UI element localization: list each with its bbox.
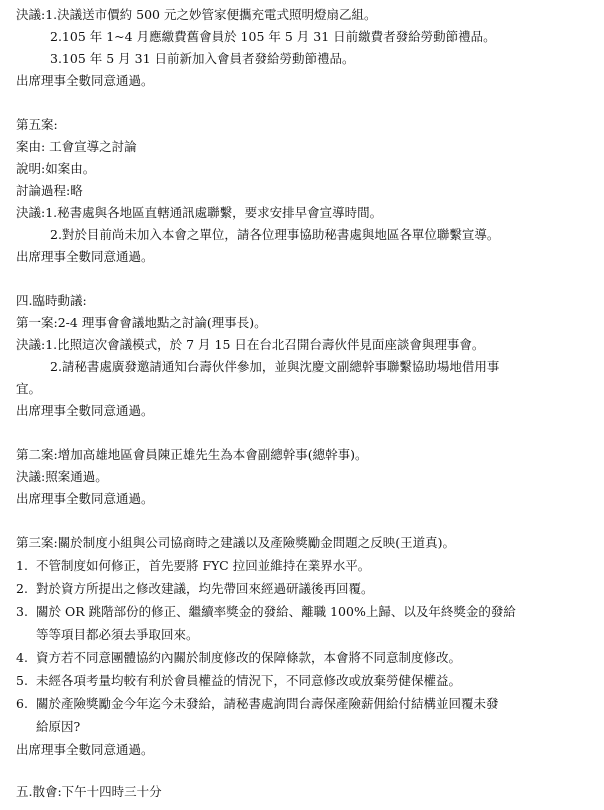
motion-3-item-6-cont: 給原因? [36,719,81,734]
motion-1-approval: 出席理事全數同意通過。 [16,403,154,418]
case-5-discussion: 討論過程:略 [16,183,83,198]
motion-3-item-1: 1. 不管制度如何修正，首先要將 FYC 拉回並維持在業界水平。 [16,558,371,573]
motion-3-item-2: 2. 對於資方所提出之修改建議，均先帶回來經過研議後再回覆。 [16,581,374,596]
motion-2-resolution: 決議:照案通過。 [16,469,108,484]
approval-line: 出席理事全數同意通過。 [16,73,154,88]
motion-3-approval: 出席理事全數同意通過。 [16,742,154,757]
case-5-title: 第五案: [16,117,58,132]
case-5-approval: 出席理事全數同意通過。 [16,249,154,264]
motion-3-item-4: 4. 資方若不同意團體協約內關於制度修改的保障條款，本會將不同意制度修改。 [16,650,462,665]
resolution-line-1: 決議:1.決議送市價約 500 元之妙管家便攜充電式照明燈扇乙組。 [16,7,377,22]
motion-2-approval: 出席理事全數同意通過。 [16,491,154,506]
resolution-line-3: 3.105 年 5 月 31 日前新加入會員者發給勞動節禮品。 [50,51,355,66]
section-4-title: 四.臨時動議: [16,293,87,308]
motion-1-title: 第一案:2-4 理事會會議地點之討論(理事長)。 [16,315,267,330]
case-5-resolution-2: 2.對於目前尚未加入本會之單位，請各位理事協助秘書處與地區各單位聯繫宣導。 [50,227,500,242]
motion-1-resolution-2: 2.請秘書處廣發邀請通知台壽伙伴參加，並與沈慶文副總幹事聯繫協助場地借用事 [50,359,500,374]
motion-1-resolution-2-cont: 宜。 [16,381,42,396]
adjournment-line: 五.散會:下午十四時三十分 [16,784,162,799]
motion-3-item-3-cont: 等等項目都必須去爭取回來。 [36,627,199,642]
case-5-subject: 案由: 工會宣導之討論 [16,139,137,154]
case-5-description: 說明:如案由。 [16,161,96,176]
motion-1-resolution-1: 決議:1.比照這次會議模式，於 7 月 15 日在台北召開台壽伙伴見面座談會與理事會。 [16,337,485,352]
case-5-resolution-1: 決議:1.秘書處與各地區直轄通訊處聯繫，要求安排早會宣導時間。 [16,205,383,220]
motion-3-title: 第三案:關於制度小組與公司協商時之建議以及產險獎勵金問題之反映(王道真)。 [16,535,455,550]
motion-3-item-3: 3. 關於 OR 跳階部份的修正、繼續率獎金的發給、離職 100%上歸、以及年終獎金的發給 [16,604,516,619]
motion-2-title: 第二案:增加高雄地區會員陳正雄先生為本會副總幹事(總幹事)。 [16,447,368,462]
motion-3-item-6: 6. 關於產險獎勵金今年迄今未發給，請秘書處詢問台壽保產險薪佣給付結構並回覆未發 [16,696,499,711]
resolution-line-2: 2.105 年 1~4 月應繳費舊會員於 105 年 5 月 31 日前繳費者發給勞動節禮品。 [50,29,496,44]
motion-3-item-5: 5. 未經各項考量均較有利於會員權益的情況下，不同意修改或放棄勞健保權益。 [16,673,462,688]
